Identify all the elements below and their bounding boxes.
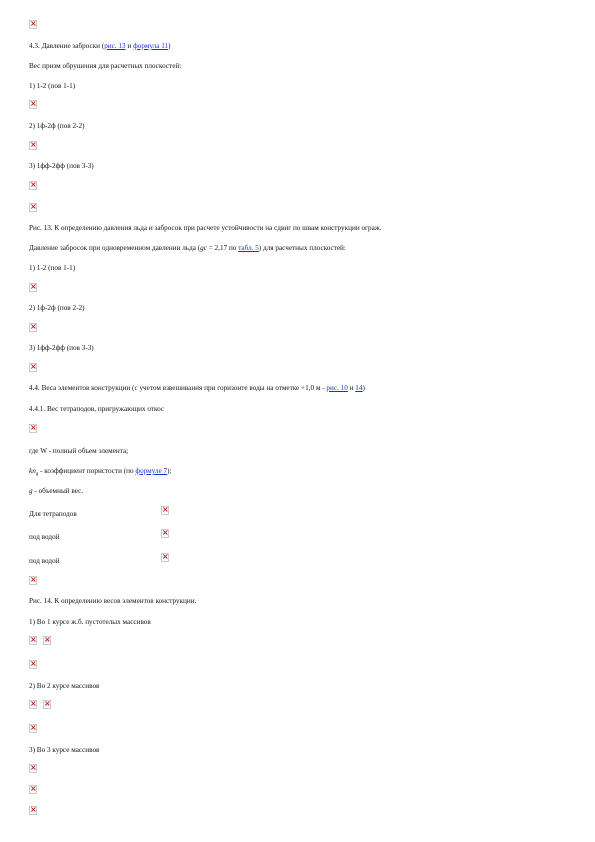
fig10-link[interactable]: рис. 10 bbox=[326, 384, 348, 392]
course-3: 3) Во 3 курсе массивов bbox=[29, 746, 100, 754]
broken-image-icon bbox=[161, 529, 169, 538]
broken-image-icon bbox=[43, 700, 51, 709]
broken-image-icon bbox=[29, 636, 37, 645]
broken-image-icon bbox=[29, 700, 37, 709]
broken-image-icon bbox=[29, 806, 37, 815]
broken-image-icon bbox=[161, 506, 169, 515]
broken-image-icon bbox=[29, 764, 37, 773]
broken-image-icon bbox=[29, 363, 37, 372]
broken-image-icon bbox=[29, 100, 37, 109]
weight-intro: Вес призм обрушения для расчетных плоскостей: bbox=[29, 62, 182, 70]
broken-image-icon bbox=[29, 785, 37, 794]
kn-line: $kn_d$ - коэффициент пористости (по формуле 7); bbox=[29, 467, 172, 478]
broken-image-icon bbox=[29, 181, 37, 190]
broken-image-icon bbox=[29, 724, 37, 733]
broken-image-icon bbox=[29, 141, 37, 150]
where-line: где W - полный объем элемента; bbox=[29, 447, 129, 455]
broken-image-icon bbox=[29, 576, 37, 585]
formula11-link[interactable]: формула 11 bbox=[133, 42, 169, 50]
course-1: 1) Во 1 курсе ж.б. пустотелых массивов bbox=[29, 618, 151, 626]
formula7-link[interactable]: формуле 7 bbox=[135, 467, 168, 475]
section-4-4-heading: 4.4. Веса элементов конструкции (с учетом взвешивания при горизонте воды на отметке +1,0 м - рис. 10 и 14) bbox=[29, 384, 365, 392]
broken-image-icon bbox=[29, 323, 37, 332]
g-line: g - объемный вес. bbox=[29, 487, 84, 495]
plane-1b: 1) 1-2 (пов 1-1) bbox=[29, 264, 76, 272]
broken-image-icon bbox=[29, 203, 37, 212]
broken-image-icon bbox=[43, 636, 51, 645]
under-water-1: под водой bbox=[29, 533, 60, 541]
pressure-intro: Давление забросок при одновременном давлении льда (gc = 2,17 по табл. 5) для расчетных плоскостей: bbox=[29, 244, 346, 252]
plane-3b: 3) 1фф-2фф (пов 3-3) bbox=[29, 344, 94, 352]
plane-2b: 2) 1ф-2ф (пов 2-2) bbox=[29, 304, 85, 312]
broken-image-icon bbox=[29, 283, 37, 292]
broken-image-icon bbox=[29, 660, 37, 669]
fig14-caption: Рис. 14. К определению весов элементов конструкции. bbox=[29, 597, 197, 605]
plane-3: 3) 1фф-2фф (пов 3-3) bbox=[29, 162, 94, 170]
plane-1: 1) 1-2 (пов 1-1) bbox=[29, 82, 76, 90]
section-4-4-1-heading: 4.4.1. Вес тетраподов, пригружающих откос bbox=[29, 405, 165, 413]
broken-image-icon bbox=[29, 424, 37, 433]
plane-2: 2) 1ф-2ф (пов 2-2) bbox=[29, 122, 85, 130]
tetrapods-label: Для тетраподов bbox=[29, 510, 77, 518]
under-water-2: под водой bbox=[29, 557, 60, 565]
broken-image-icon bbox=[161, 553, 169, 562]
fig13-caption: Рис. 13. К определению давления льда и забросок при расчете устойчивости на сдвиг по швам конструкции ограж. bbox=[29, 224, 382, 232]
broken-image-icon bbox=[29, 20, 37, 29]
fig14-link[interactable]: 14 bbox=[355, 384, 363, 392]
section-4-3-heading: 4.3. Давление заброски (рис. 13 и формула 11) bbox=[29, 42, 171, 50]
fig13-link[interactable]: рис. 13 bbox=[104, 42, 126, 50]
table5-link[interactable]: табл. 5 bbox=[238, 244, 259, 252]
course-2: 2) Во 2 курсе массивов bbox=[29, 682, 100, 690]
